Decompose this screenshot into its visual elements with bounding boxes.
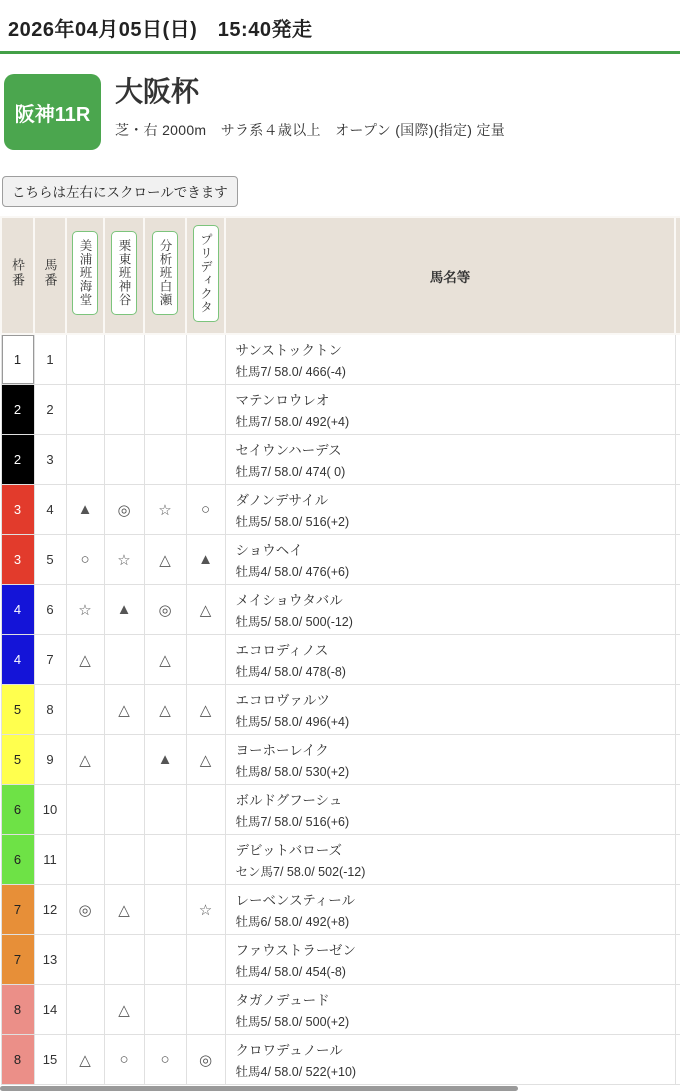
uma-number-cell: 7 <box>34 635 66 685</box>
table-row <box>1 785 680 835</box>
uma-number-cell: 6 <box>34 585 66 635</box>
cutoff-cell <box>675 435 680 485</box>
waku-cell: 1 <box>1 334 34 385</box>
mark-cell <box>186 985 225 1035</box>
mark-cell: ◎ <box>186 1035 225 1085</box>
mark-cell: ▲ <box>104 585 144 635</box>
mark-cell <box>104 935 144 985</box>
horse-cell <box>225 485 675 535</box>
table-row <box>1 485 680 535</box>
horse-cell <box>225 885 675 935</box>
mark-cell <box>66 685 104 735</box>
uma-number-cell: 8 <box>34 685 66 735</box>
entries-table <box>0 216 680 1085</box>
cutoff-column-header <box>675 217 680 334</box>
mark-cell: △ <box>144 535 186 585</box>
waku-cell: 6 <box>1 835 34 885</box>
predictor-column-header-kaido <box>66 217 104 334</box>
horse-detail: 牡馬5/ 58.0/ 500(+2) <box>235 1015 350 1029</box>
mark-cell: △ <box>104 985 144 1035</box>
table-row <box>1 685 680 735</box>
mark-cell <box>66 385 104 435</box>
waku-cell: 3 <box>1 485 34 535</box>
cutoff-cell <box>675 685 680 735</box>
cutoff-cell <box>675 785 680 835</box>
predictor-label: 栗東班神谷 <box>111 231 137 315</box>
horse-cell <box>225 835 675 885</box>
horse-name: タガノデュード <box>235 993 330 1008</box>
uma-number-cell: 10 <box>34 785 66 835</box>
entries-table-scroll-area[interactable] <box>0 216 680 1085</box>
cutoff-cell <box>675 885 680 935</box>
horse-name: レーベンスティール <box>235 893 355 908</box>
horse-detail: 牡馬6/ 58.0/ 492(+8) <box>235 915 350 929</box>
waku-cell: 8 <box>1 985 34 1035</box>
mark-cell <box>186 385 225 435</box>
mark-cell <box>104 735 144 785</box>
race-info-section <box>4 74 672 150</box>
horse-name: クロワデュノール <box>235 1043 343 1058</box>
horse-name: デビットバローズ <box>235 843 343 858</box>
horse-name: ボルドグフーシュ <box>235 793 343 808</box>
cutoff-cell <box>675 485 680 535</box>
uma-number-cell: 3 <box>34 435 66 485</box>
table-row <box>1 885 680 935</box>
table-row <box>1 985 680 1035</box>
horse-detail: 牡馬4/ 58.0/ 478(-8) <box>235 665 346 679</box>
cutoff-cell <box>675 334 680 385</box>
waku-cell: 3 <box>1 535 34 585</box>
horse-detail: 牡馬5/ 58.0/ 496(+4) <box>235 715 350 729</box>
mark-cell <box>104 835 144 885</box>
uma-number-cell: 5 <box>34 535 66 585</box>
horse-name: ヨーホーレイク <box>235 743 329 758</box>
mark-cell: ☆ <box>186 885 225 935</box>
horse-cell <box>225 585 675 635</box>
uma-number-cell: 14 <box>34 985 66 1035</box>
uma-number-cell: 13 <box>34 935 66 985</box>
waku-cell: 5 <box>1 685 34 735</box>
mark-cell <box>66 985 104 1035</box>
mark-cell <box>186 435 225 485</box>
mark-cell <box>144 835 186 885</box>
waku-cell: 2 <box>1 385 34 435</box>
horse-detail: 牡馬7/ 58.0/ 474( 0) <box>235 465 346 479</box>
cutoff-cell <box>675 385 680 435</box>
mark-cell: ◎ <box>144 585 186 635</box>
waku-cell: 7 <box>1 885 34 935</box>
mark-cell: ☆ <box>144 485 186 535</box>
horse-cell <box>225 735 675 785</box>
horse-name: エコロヴァルツ <box>235 693 330 708</box>
table-row <box>1 535 680 585</box>
horse-cell <box>225 334 675 385</box>
table-row <box>1 1035 680 1085</box>
horse-cell <box>225 685 675 735</box>
race-number-badge: 阪神11R <box>4 74 101 150</box>
uma-number-cell: 11 <box>34 835 66 885</box>
mark-cell <box>104 334 144 385</box>
mark-cell: ☆ <box>66 585 104 635</box>
mark-cell: △ <box>66 735 104 785</box>
mark-cell: △ <box>144 685 186 735</box>
horse-cell <box>225 535 675 585</box>
mark-cell: ○ <box>66 535 104 585</box>
mark-cell: ▲ <box>66 485 104 535</box>
horizontal-scrollbar[interactable] <box>0 1086 680 1091</box>
race-title-block <box>115 74 505 140</box>
waku-cell: 4 <box>1 585 34 635</box>
uma-number-cell: 4 <box>34 485 66 535</box>
horse-column-header: 馬名等 <box>225 217 675 334</box>
horse-detail: セン馬7/ 58.0/ 502(-12) <box>235 865 366 879</box>
horse-name: ダノンデサイル <box>235 493 329 508</box>
mark-cell <box>104 785 144 835</box>
mark-cell <box>186 785 225 835</box>
mark-cell <box>66 785 104 835</box>
entries-tbody <box>1 334 680 1085</box>
horse-detail: 牡馬4/ 58.0/ 522(+10) <box>235 1065 357 1079</box>
mark-cell <box>104 435 144 485</box>
horse-detail: 牡馬4/ 58.0/ 476(+6) <box>235 565 350 579</box>
predictor-column-header-kamiya <box>104 217 144 334</box>
waku-cell: 2 <box>1 435 34 485</box>
horse-name: ショウヘイ <box>235 543 303 558</box>
table-row <box>1 835 680 885</box>
mark-cell: △ <box>104 885 144 935</box>
mark-cell <box>186 935 225 985</box>
predictor-column-header-predictor <box>186 217 225 334</box>
mark-cell: △ <box>186 685 225 735</box>
horse-cell <box>225 785 675 835</box>
predictor-column-header-shirase <box>144 217 186 334</box>
cutoff-cell <box>675 635 680 685</box>
horse-cell <box>225 385 675 435</box>
mark-cell <box>66 334 104 385</box>
horse-detail: 牡馬7/ 58.0/ 516(+6) <box>235 815 350 829</box>
waku-header-label: 枠番 <box>10 258 25 288</box>
horse-detail: 牡馬5/ 58.0/ 516(+2) <box>235 515 350 529</box>
horse-detail: 牡馬5/ 58.0/ 500(-12) <box>235 615 353 629</box>
horse-name: サンストックトン <box>235 343 343 358</box>
uma-number-cell: 12 <box>34 885 66 935</box>
cutoff-cell <box>675 585 680 635</box>
horse-cell <box>225 635 675 685</box>
mark-cell: ◎ <box>66 885 104 935</box>
mark-cell: ▲ <box>186 535 225 585</box>
cutoff-cell <box>675 935 680 985</box>
predictor-label: 美浦班海堂 <box>72 231 98 315</box>
uma-number-cell: 1 <box>34 334 66 385</box>
waku-cell: 4 <box>1 635 34 685</box>
mark-cell <box>66 835 104 885</box>
mark-cell: ☆ <box>104 535 144 585</box>
mark-cell <box>144 435 186 485</box>
mark-cell <box>66 435 104 485</box>
mark-cell <box>144 785 186 835</box>
table-header-row <box>1 217 680 334</box>
mark-cell: ○ <box>104 1035 144 1085</box>
horse-name: メイショウタバル <box>235 593 343 608</box>
table-row <box>1 334 680 385</box>
horse-detail: 牡馬7/ 58.0/ 492(+4) <box>235 415 350 429</box>
mark-cell <box>186 635 225 685</box>
horse-name: マテンロウレオ <box>235 393 330 408</box>
mark-cell: △ <box>66 1035 104 1085</box>
predictor-label: プリディクタ <box>193 225 219 322</box>
horizontal-scroll-hint: こちらは左右にスクロールできます <box>2 176 238 207</box>
predictor-label: 分析班白瀬 <box>152 231 178 315</box>
uma-header-label: 馬番 <box>42 258 58 288</box>
race-conditions: 芝・右 2000m サラ系４歳以上 オープン (国際)(指定) 定量 <box>115 122 506 139</box>
mark-cell: △ <box>186 585 225 635</box>
mark-cell <box>144 985 186 1035</box>
horse-name: ファウストラーゼン <box>235 943 357 958</box>
table-row <box>1 735 680 785</box>
horse-cell <box>225 1035 675 1085</box>
uma-number-cell: 2 <box>34 385 66 435</box>
race-date-header: 2026年04月05日(日) 15:40発走 <box>0 0 680 54</box>
table-row <box>1 385 680 435</box>
cutoff-cell <box>675 735 680 785</box>
mark-cell: △ <box>66 635 104 685</box>
horizontal-scrollbar-thumb[interactable] <box>0 1086 518 1091</box>
horse-name: セイウンハーデス <box>235 443 342 458</box>
table-row <box>1 935 680 985</box>
uma-number-cell: 9 <box>34 735 66 785</box>
cutoff-cell <box>675 985 680 1035</box>
table-row <box>1 435 680 485</box>
waku-cell: 5 <box>1 735 34 785</box>
mark-cell <box>144 385 186 435</box>
mark-cell <box>186 835 225 885</box>
mark-cell: ○ <box>144 1035 186 1085</box>
horse-cell <box>225 985 675 1035</box>
horse-cell <box>225 935 675 985</box>
horse-detail: 牡馬7/ 58.0/ 466(-4) <box>235 365 346 379</box>
horse-cell <box>225 435 675 485</box>
mark-cell <box>144 334 186 385</box>
horse-detail: 牡馬8/ 58.0/ 530(+2) <box>235 765 350 779</box>
mark-cell <box>104 385 144 435</box>
waku-cell: 6 <box>1 785 34 835</box>
mark-cell <box>66 935 104 985</box>
mark-cell <box>144 885 186 935</box>
cutoff-cell <box>675 835 680 885</box>
race-title: 大阪杯 <box>115 76 200 107</box>
mark-cell <box>104 635 144 685</box>
mark-cell <box>186 334 225 385</box>
mark-cell: ○ <box>186 485 225 535</box>
waku-cell: 7 <box>1 935 34 985</box>
table-row <box>1 585 680 635</box>
mark-cell: △ <box>104 685 144 735</box>
horse-detail: 牡馬4/ 58.0/ 454(-8) <box>235 965 346 979</box>
mark-cell: ◎ <box>104 485 144 535</box>
horse-name: エコロディノス <box>235 643 329 658</box>
uma-number-cell: 15 <box>34 1035 66 1085</box>
cutoff-cell <box>675 1035 680 1085</box>
cutoff-cell <box>675 535 680 585</box>
mark-cell: △ <box>144 635 186 685</box>
mark-cell: ▲ <box>144 735 186 785</box>
table-row <box>1 635 680 685</box>
waku-column-header <box>1 217 34 334</box>
uma-column-header <box>34 217 66 334</box>
mark-cell <box>144 935 186 985</box>
waku-cell: 8 <box>1 1035 34 1085</box>
mark-cell: △ <box>186 735 225 785</box>
